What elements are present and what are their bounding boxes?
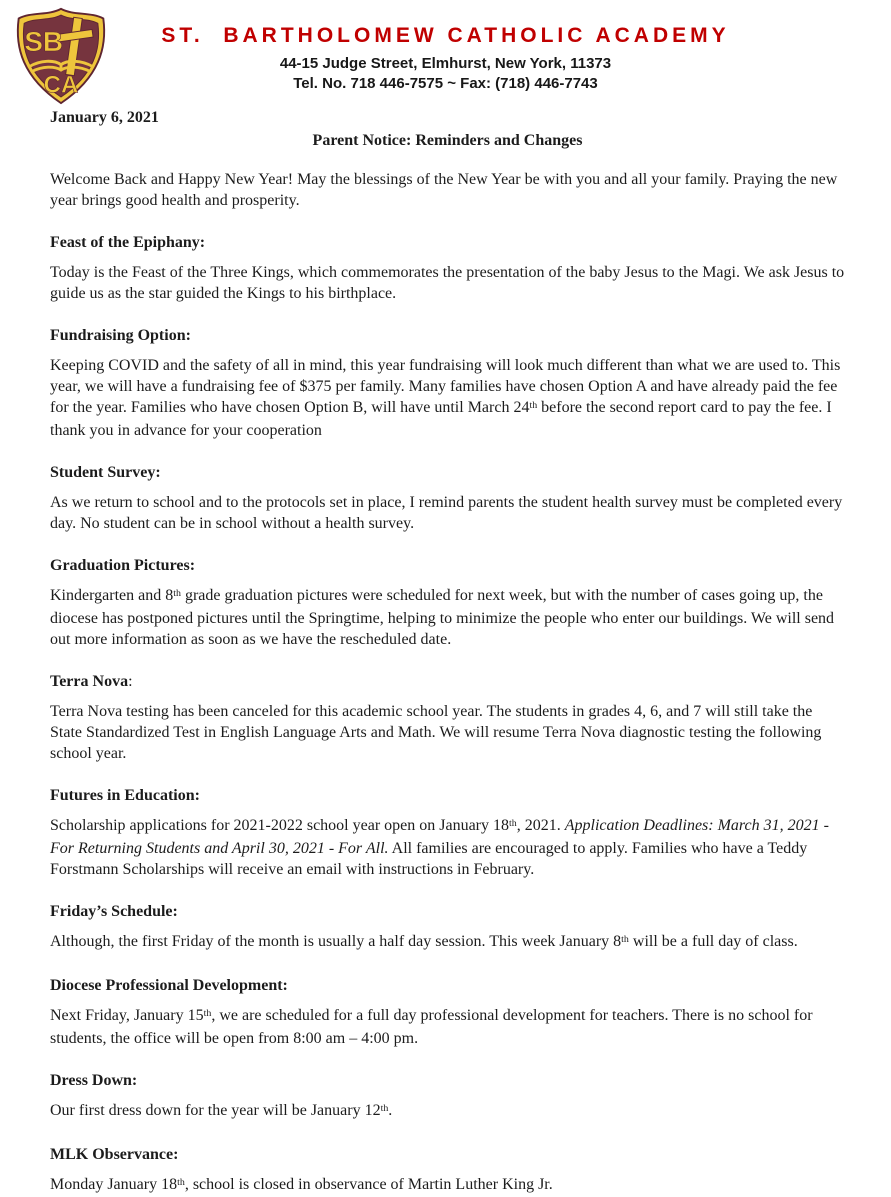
- heading-colon: :: [128, 673, 133, 690]
- school-phone-fax: Tel. No. 718 446-7575 ~ Fax: (718) 446-7743: [293, 75, 598, 92]
- school-logo: [8, 6, 114, 106]
- letterhead-text: [0, 24, 891, 94]
- page-title: Parent Notice: Reminders and Changes: [312, 132, 583, 149]
- school-name: ST. BARTHOLOMEW CATHOLIC ACADEMY: [161, 24, 730, 47]
- logo-initials-top: SB: [24, 26, 64, 58]
- paragraph: Welcome Back and Happy New Year! May the blessings of the New Year be with you and all your family. Praying the new year brings good health and prosperity.: [50, 171, 838, 209]
- shield-crest-icon: [8, 6, 114, 106]
- paragraph: Scholarship applications for 2021-2022 school year open on January 18th, 2021. Application Deadlines: March 31, 2021 - For Returning Students and April 30, 2021 - For All. All families are encouraged to apply. Families who have a Teddy Forstmann Scholarships will receive an email with instructions in February.: [50, 817, 829, 878]
- paragraph: Monday January 18th, school is closed in observance of Martin Luther King Jr.: [50, 1176, 553, 1193]
- section-heading: Feast of the Epiphany:: [50, 234, 206, 251]
- section-heading: MLK Observance:: [50, 1146, 179, 1163]
- paragraph: Today is the Feast of the Three Kings, which commemorates the presentation of the baby Jesus to the Magi. We ask Jesus to guide us as the star guided the Kings to his birthplace.: [50, 264, 845, 302]
- section-heading: Fundraising Option:: [50, 327, 191, 344]
- section-heading: Terra Nova:: [50, 673, 133, 690]
- paragraph: Kindergarten and 8th grade graduation pictures were scheduled for next week, but with the number of cases going up, the diocese has postponed pictures until the Springtime, helping to minimize the people who enter our buildings. We will send out more information as soon as we have the rescheduled date.: [50, 587, 835, 648]
- paragraph: Although, the first Friday of the month is usually a half day session. This week January 8th will be a full day of class.: [50, 933, 798, 950]
- paragraph: As we return to school and to the protocols set in place, I remind parents the student health survey must be completed every day. No student can be in school without a health survey.: [50, 494, 843, 532]
- section-heading: Friday’s Schedule:: [50, 903, 178, 920]
- section-heading: Dress Down:: [50, 1072, 138, 1089]
- document-sections: [50, 169, 845, 1197]
- section-heading: Graduation Pictures:: [50, 557, 196, 574]
- letterhead: [0, 0, 891, 99]
- paragraph: Our first dress down for the year will be January 12th.: [50, 1102, 393, 1119]
- logo-initials-bottom: CA: [43, 71, 79, 99]
- section-heading: Futures in Education:: [50, 787, 200, 804]
- letter-body: [0, 109, 891, 1197]
- paragraph: Terra Nova testing has been canceled for this academic school year. The students in grades 4, 6, and 7 will still take the State Standardized Test in English Language Arts and Math. We will resume Terra Nova diagnostic testing the following school year.: [50, 703, 822, 762]
- paragraph: Keeping COVID and the safety of all in mind, this year fundraising will look much different than what we are used to. This year, we will have a fundraising fee of $375 per family. Many families have chosen Option A and have already paid the fee for the year. Families who have chosen Option B, will have until March 24th before the second report card to pay the fee. I thank you in advance for your cooperation: [50, 357, 841, 439]
- section-heading: Student Survey:: [50, 464, 161, 481]
- letter-date: January 6, 2021: [50, 109, 159, 126]
- section-heading: Diocese Professional Development:: [50, 977, 288, 994]
- school-address: 44-15 Judge Street, Elmhurst, New York, 11373: [279, 55, 612, 72]
- paragraph: Next Friday, January 15th, we are scheduled for a full day professional development for teachers. There is no school for students, the office will be open from 8:00 am – 4:00 pm.: [50, 1007, 813, 1047]
